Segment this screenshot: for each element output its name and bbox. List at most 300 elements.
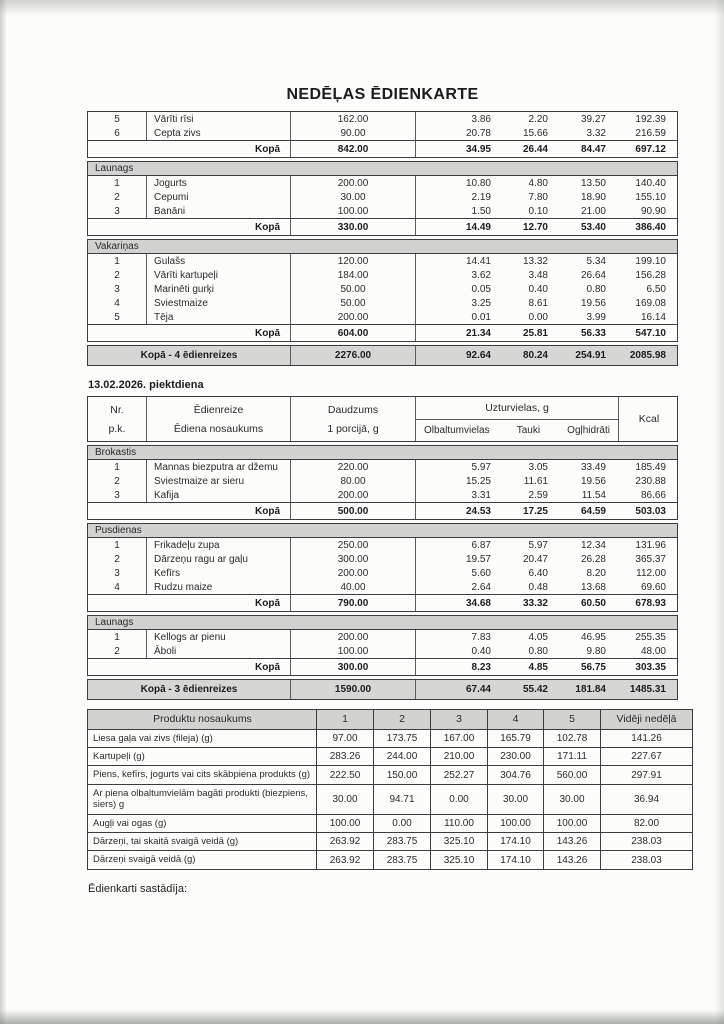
portion-qty: 162.00 xyxy=(291,112,416,126)
product-value: 283.75 xyxy=(374,851,431,868)
carbs-value: 12.34 xyxy=(580,539,606,551)
section-header-launags: Launags xyxy=(88,616,677,630)
menu-row xyxy=(88,310,677,324)
day-grand-total-friday xyxy=(87,679,678,700)
menu-row xyxy=(88,474,677,488)
total-label: Kopā xyxy=(88,141,291,157)
carbs-grand: 254.91 xyxy=(575,350,606,361)
kcal-total: 678.93 xyxy=(635,597,666,609)
protein-value: 2.64 xyxy=(471,581,491,593)
nutrients-group-label: Uzturvielas, g xyxy=(416,397,618,420)
carbs-total: 64.59 xyxy=(580,505,606,517)
col-header-kcal xyxy=(619,397,679,441)
row-number: 4 xyxy=(88,580,147,594)
row-number: 5 xyxy=(88,310,147,324)
dish-name: Frikadeļu zupa xyxy=(147,538,291,552)
fat-value: 6.40 xyxy=(528,567,548,579)
product-value: 174.10 xyxy=(488,851,544,868)
section-header-brokastis: Brokastis xyxy=(88,446,677,460)
grand-total-label: Kopā - 3 ēdienreizes xyxy=(88,680,291,699)
menu-row xyxy=(88,126,677,140)
carbs-value: 39.27 xyxy=(580,113,606,125)
product-value: 244.00 xyxy=(374,748,431,765)
carbs-value: 19.56 xyxy=(580,475,606,487)
row-number: 2 xyxy=(88,268,147,282)
carbs-value: 11.54 xyxy=(581,489,606,501)
portion-qty: 300.00 xyxy=(291,552,416,566)
products-header-row xyxy=(88,710,692,730)
dish-name: Banāni xyxy=(147,204,291,218)
portion-qty: 120.00 xyxy=(291,254,416,268)
portion-qty-total: 300.00 xyxy=(291,659,416,675)
kcal-value: 155.10 xyxy=(635,191,666,203)
portion-qty: 184.00 xyxy=(291,268,416,282)
col-header-dish-line1: Ēdienreize xyxy=(193,403,244,416)
protein-value: 5.60 xyxy=(471,567,491,579)
product-value: 110.00 xyxy=(431,815,488,832)
product-average: 238.03 xyxy=(631,854,662,866)
dish-name: Mannas biezputra ar džemu xyxy=(147,460,291,474)
fat-value: 8.61 xyxy=(528,297,548,309)
protein-value: 5.97 xyxy=(471,461,491,473)
menu-row xyxy=(88,538,677,552)
protein-value: 1.50 xyxy=(471,205,491,217)
section-header-pusdienas: Pusdienas xyxy=(88,524,677,538)
product-value: 150.00 xyxy=(374,766,431,783)
col-header-dish-line2: Ēdiena nosaukums xyxy=(173,422,264,435)
portion-qty-grand: 2276.00 xyxy=(291,346,416,365)
protein-value: 14.41 xyxy=(465,255,491,267)
kcal-value: 69.60 xyxy=(640,581,666,593)
carbs-total: 56.75 xyxy=(580,661,606,673)
carbs-value: 18.90 xyxy=(580,191,606,203)
carbs-value: 26.28 xyxy=(580,553,606,565)
fat-grand: 55.42 xyxy=(522,684,548,695)
dish-name: Vārīti kartupeļi xyxy=(147,268,291,282)
product-row xyxy=(88,815,692,833)
menu-row xyxy=(88,296,677,310)
product-value: 263.92 xyxy=(317,833,374,850)
section-total-row xyxy=(88,140,677,157)
kcal-grand: 1485.31 xyxy=(629,684,666,695)
product-value: 222.50 xyxy=(317,766,374,783)
dish-name: Cepumi xyxy=(147,190,291,204)
row-number: 4 xyxy=(88,296,147,310)
product-value: 325.10 xyxy=(431,833,488,850)
grand-total-row xyxy=(88,346,677,365)
row-number: 1 xyxy=(88,630,147,644)
section-header-launags: Launags xyxy=(88,162,677,176)
product-value: 30.00 xyxy=(544,785,601,814)
row-number: 1 xyxy=(88,460,147,474)
kcal-value: 255.35 xyxy=(635,631,666,643)
total-label: Kopā xyxy=(88,219,291,235)
kcal-value: 156.28 xyxy=(635,269,666,281)
protein-value: 7.83 xyxy=(471,631,491,643)
protein-value: 3.62 xyxy=(471,269,491,281)
protein-total: 8.23 xyxy=(471,661,491,673)
carbs-value: 0.80 xyxy=(586,283,606,295)
kcal-value: 169.08 xyxy=(635,297,666,309)
carbs-grand: 181.84 xyxy=(575,684,606,695)
product-value: 230.00 xyxy=(488,748,544,765)
product-average: 36.94 xyxy=(633,793,660,805)
kcal-value: 365.37 xyxy=(635,553,666,565)
protein-value: 3.86 xyxy=(471,113,491,125)
fat-value: 0.00 xyxy=(528,311,548,323)
menu-row xyxy=(88,644,677,658)
protein-value: 15.25 xyxy=(465,475,491,487)
products-header-day3: 3 xyxy=(431,710,488,729)
carbs-value: 3.99 xyxy=(586,311,606,323)
nutrients-sub-labels xyxy=(416,420,618,442)
kcal-value: 90.90 xyxy=(640,205,666,217)
section-brokastis xyxy=(87,445,678,520)
kcal-value: 192.39 xyxy=(635,113,666,125)
protein-value: 2.19 xyxy=(471,191,491,203)
dish-name: Cepta zivs xyxy=(147,126,291,140)
protein-grand: 92.64 xyxy=(465,350,491,361)
fat-value: 0.10 xyxy=(528,205,548,217)
product-average: 297.91 xyxy=(631,769,662,781)
col-header-nr-line2: p.k. xyxy=(108,422,126,435)
fat-value: 4.80 xyxy=(528,177,548,189)
grand-total-row xyxy=(88,680,677,699)
menu-row xyxy=(88,630,677,644)
fat-grand: 80.24 xyxy=(522,350,548,361)
portion-qty: 200.00 xyxy=(291,176,416,190)
section-pusdienas xyxy=(87,523,678,612)
dish-name: Sviestmaize ar sieru xyxy=(147,474,291,488)
row-number: 1 xyxy=(88,176,147,190)
product-name: Dārzeņi svaigā veidā (g) xyxy=(88,851,317,868)
section-total-row xyxy=(88,594,677,611)
product-value: 100.00 xyxy=(544,815,601,832)
fat-value: 20.47 xyxy=(522,553,548,565)
fat-total: 17.25 xyxy=(522,505,548,517)
product-name: Ar piena olbaltumvielām bagāti produkti (biezpiens, siers) g xyxy=(88,785,317,814)
fat-value: 13.32 xyxy=(522,255,548,267)
fat-value: 7.80 xyxy=(528,191,548,203)
row-number: 2 xyxy=(88,552,147,566)
section-total-row xyxy=(88,658,677,675)
carbs-value: 13.68 xyxy=(580,581,606,593)
product-average: 82.00 xyxy=(633,817,660,829)
portion-qty: 80.00 xyxy=(291,474,416,488)
product-value: 0.00 xyxy=(431,785,488,814)
fat-value: 4.05 xyxy=(528,631,548,643)
kcal-total: 503.03 xyxy=(635,505,666,517)
dish-name: Gulašs xyxy=(147,254,291,268)
fat-value: 0.80 xyxy=(528,645,548,657)
portion-qty: 200.00 xyxy=(291,630,416,644)
total-label: Kopā xyxy=(88,659,291,675)
section-launags-friday xyxy=(87,615,678,676)
protein-value: 0.40 xyxy=(471,645,491,657)
carbs-value: 19.56 xyxy=(580,297,606,309)
row-number: 2 xyxy=(88,190,147,204)
dish-name: Jogurts xyxy=(147,176,291,190)
menu-row xyxy=(88,566,677,580)
product-average: 141.26 xyxy=(631,732,662,744)
row-number: 3 xyxy=(88,282,147,296)
menu-row xyxy=(88,282,677,296)
products-header-day1: 1 xyxy=(317,710,374,729)
date-heading: 13.02.2026. piektdiena xyxy=(88,379,204,391)
row-number: 5 xyxy=(88,112,147,126)
menu-row xyxy=(88,580,677,594)
carbs-value: 13.50 xyxy=(580,177,606,189)
section-vakarinas xyxy=(87,239,678,342)
col-header-dish xyxy=(147,397,291,441)
product-name: Liesa gaļa vai zivs (fileja) (g) xyxy=(88,730,317,747)
product-value: 0.00 xyxy=(374,815,431,832)
product-value: 174.10 xyxy=(488,833,544,850)
kcal-total: 697.12 xyxy=(635,143,666,155)
protein-total: 34.95 xyxy=(465,143,491,155)
menu-row xyxy=(88,176,677,190)
protein-total: 34.68 xyxy=(465,597,491,609)
section-header-vakarinas: Vakariņas xyxy=(88,240,677,254)
fat-total: 4.85 xyxy=(528,661,548,673)
dish-name: Dārzeņu ragu ar gaļu xyxy=(147,552,291,566)
carbs-total: 84.47 xyxy=(580,143,606,155)
portion-qty-total: 500.00 xyxy=(291,503,416,519)
portion-qty-total: 790.00 xyxy=(291,595,416,611)
carbs-value: 46.95 xyxy=(580,631,606,643)
fat-total: 25.81 xyxy=(522,327,548,339)
kcal-value: 16.14 xyxy=(640,311,666,323)
section-total-row xyxy=(88,218,677,235)
menu-row xyxy=(88,488,677,502)
portion-qty: 200.00 xyxy=(291,566,416,580)
kcal-total: 547.10 xyxy=(635,327,666,339)
product-value: 30.00 xyxy=(488,785,544,814)
kcal-value: 131.96 xyxy=(635,539,666,551)
portion-qty-total: 604.00 xyxy=(291,325,416,341)
grand-total-label: Kopā - 4 ēdienreizes xyxy=(88,346,291,365)
dish-name: Āboli xyxy=(147,644,291,658)
portion-qty: 100.00 xyxy=(291,204,416,218)
product-value: 173.75 xyxy=(374,730,431,747)
fat-value: 2.20 xyxy=(528,113,548,125)
product-row xyxy=(88,730,692,748)
carbs-total: 56.33 xyxy=(580,327,606,339)
product-value: 143.26 xyxy=(544,851,601,868)
table-column-header xyxy=(87,396,678,442)
col-header-fat: Tauki xyxy=(516,424,541,436)
product-row xyxy=(88,785,692,815)
product-name: Kartupeļi (g) xyxy=(88,748,317,765)
protein-value: 0.01 xyxy=(471,311,491,323)
fat-value: 15.66 xyxy=(522,127,548,139)
protein-grand: 67.44 xyxy=(465,684,491,695)
kcal-value: 230.88 xyxy=(635,475,666,487)
col-header-nutrients xyxy=(416,397,619,441)
continuation-section-pusdienas xyxy=(87,111,678,158)
menu-row xyxy=(88,460,677,474)
total-label: Kopā xyxy=(88,595,291,611)
menu-row xyxy=(88,204,677,218)
fat-total: 33.32 xyxy=(522,597,548,609)
dish-name: Sviestmaize xyxy=(147,296,291,310)
product-value: 94.71 xyxy=(374,785,431,814)
protein-value: 10.80 xyxy=(465,177,491,189)
products-header-day5: 5 xyxy=(544,710,601,729)
protein-value: 3.31 xyxy=(471,489,491,501)
kcal-total: 303.35 xyxy=(635,661,666,673)
kcal-grand: 2085.98 xyxy=(629,350,666,361)
col-header-carbs: Ogļhidrāti xyxy=(567,424,610,436)
col-header-qty-line2: 1 porcijā, g xyxy=(327,422,379,435)
product-value: 325.10 xyxy=(431,851,488,868)
portion-qty: 250.00 xyxy=(291,538,416,552)
product-value: 283.26 xyxy=(317,748,374,765)
dish-name: Vārīti rīsi xyxy=(147,112,291,126)
col-header-protein: Olbaltumvielas xyxy=(424,424,490,436)
product-value: 252.27 xyxy=(431,766,488,783)
menu-row xyxy=(88,190,677,204)
section-total-row xyxy=(88,324,677,341)
row-number: 1 xyxy=(88,538,147,552)
row-number: 3 xyxy=(88,488,147,502)
portion-qty-grand: 1590.00 xyxy=(291,680,416,699)
product-name: Augļi vai ogas (g) xyxy=(88,815,317,832)
protein-value: 0.05 xyxy=(471,283,491,295)
scan-edge-bottom xyxy=(0,1010,724,1024)
fat-value: 3.05 xyxy=(528,461,548,473)
kcal-value: 185.49 xyxy=(635,461,666,473)
total-label: Kopā xyxy=(88,325,291,341)
row-number: 3 xyxy=(88,566,147,580)
scan-edge-right xyxy=(715,0,724,1024)
product-value: 97.00 xyxy=(317,730,374,747)
product-value: 171.11 xyxy=(544,748,601,765)
products-summary-table xyxy=(87,709,693,870)
kcal-value: 140.40 xyxy=(635,177,666,189)
kcal-value: 6.50 xyxy=(646,283,666,295)
carbs-value: 3.32 xyxy=(586,127,606,139)
carbs-value: 26.64 xyxy=(580,269,606,281)
protein-total: 24.53 xyxy=(465,505,491,517)
row-number: 2 xyxy=(88,644,147,658)
kcal-value: 216.59 xyxy=(635,127,666,139)
products-header-name: Produktu nosaukums xyxy=(88,710,317,729)
document-content xyxy=(87,86,694,895)
product-value: 560.00 xyxy=(544,766,601,783)
product-average: 227.67 xyxy=(631,751,662,763)
fat-value: 0.40 xyxy=(528,283,548,295)
scan-edge-left xyxy=(0,0,7,1024)
carbs-value: 9.80 xyxy=(586,645,606,657)
fat-value: 11.61 xyxy=(523,475,548,487)
portion-qty: 40.00 xyxy=(291,580,416,594)
row-number: 2 xyxy=(88,474,147,488)
product-value: 167.00 xyxy=(431,730,488,747)
menu-row xyxy=(88,254,677,268)
products-header-average: Vidēji nedēļā xyxy=(616,713,677,726)
portion-qty: 200.00 xyxy=(291,488,416,502)
portion-qty: 220.00 xyxy=(291,460,416,474)
dish-name: Rudzu maize xyxy=(147,580,291,594)
portion-qty-total: 330.00 xyxy=(291,219,416,235)
kcal-value: 86.66 xyxy=(640,489,666,501)
page-title: NEDĒĻAS ĒDIENKARTE xyxy=(286,86,479,103)
protein-value: 19.57 xyxy=(465,553,491,565)
product-average: 238.03 xyxy=(631,836,662,848)
section-total-row xyxy=(88,502,677,519)
product-value: 30.00 xyxy=(317,785,374,814)
row-number: 3 xyxy=(88,204,147,218)
protein-value: 3.25 xyxy=(471,297,491,309)
kcal-total: 386.40 xyxy=(635,221,666,233)
section-launags xyxy=(87,161,678,236)
portion-qty: 90.00 xyxy=(291,126,416,140)
product-value: 263.92 xyxy=(317,851,374,868)
kcal-value: 199.10 xyxy=(635,255,666,267)
carbs-value: 33.49 xyxy=(580,461,606,473)
row-number: 1 xyxy=(88,254,147,268)
carbs-total: 60.50 xyxy=(580,597,606,609)
menu-row xyxy=(88,552,677,566)
kcal-value: 48.00 xyxy=(640,645,666,657)
protein-value: 20.78 xyxy=(465,127,491,139)
product-name: Piens, kefīrs, jogurts vai cits skābpiena produkts (g) xyxy=(88,766,317,783)
product-value: 304.76 xyxy=(488,766,544,783)
protein-value: 6.87 xyxy=(471,539,491,551)
fat-total: 12.70 xyxy=(522,221,548,233)
product-value: 283.75 xyxy=(374,833,431,850)
product-value: 100.00 xyxy=(488,815,544,832)
portion-qty: 50.00 xyxy=(291,296,416,310)
col-header-nr-line1: Nr. xyxy=(110,403,124,416)
fat-total: 26.44 xyxy=(522,143,548,155)
composed-by-label: Ēdienkarti sastādīja: xyxy=(88,882,188,895)
menu-row xyxy=(88,268,677,282)
carbs-total: 53.40 xyxy=(580,221,606,233)
row-number: 6 xyxy=(88,126,147,140)
dish-name: Kafija xyxy=(147,488,291,502)
col-header-kcal-label: Kcal xyxy=(638,413,660,425)
menu-row xyxy=(88,112,677,126)
product-value: 143.26 xyxy=(544,833,601,850)
product-row xyxy=(88,766,692,784)
kcal-value: 112.00 xyxy=(636,567,666,579)
protein-total: 21.34 xyxy=(465,327,491,339)
product-row xyxy=(88,851,692,868)
product-row xyxy=(88,748,692,766)
dish-name: Tēja xyxy=(147,310,291,324)
products-header-day2: 2 xyxy=(374,710,431,729)
scan-edge-top xyxy=(0,0,724,16)
fat-value: 0.48 xyxy=(528,581,548,593)
product-value: 210.00 xyxy=(431,748,488,765)
fat-value: 2.59 xyxy=(528,489,548,501)
col-header-qty-line1: Daudzums xyxy=(327,403,379,416)
col-header-nr xyxy=(88,397,147,441)
portion-qty: 50.00 xyxy=(291,282,416,296)
fat-value: 3.48 xyxy=(528,269,548,281)
fat-value: 5.97 xyxy=(528,539,548,551)
product-value: 100.00 xyxy=(317,815,374,832)
protein-total: 14.49 xyxy=(465,221,491,233)
day-grand-total xyxy=(87,345,678,366)
portion-qty: 30.00 xyxy=(291,190,416,204)
product-value: 102.78 xyxy=(544,730,601,747)
portion-qty: 200.00 xyxy=(291,310,416,324)
product-value: 165.79 xyxy=(488,730,544,747)
dish-name: Kellogs ar pienu xyxy=(147,630,291,644)
